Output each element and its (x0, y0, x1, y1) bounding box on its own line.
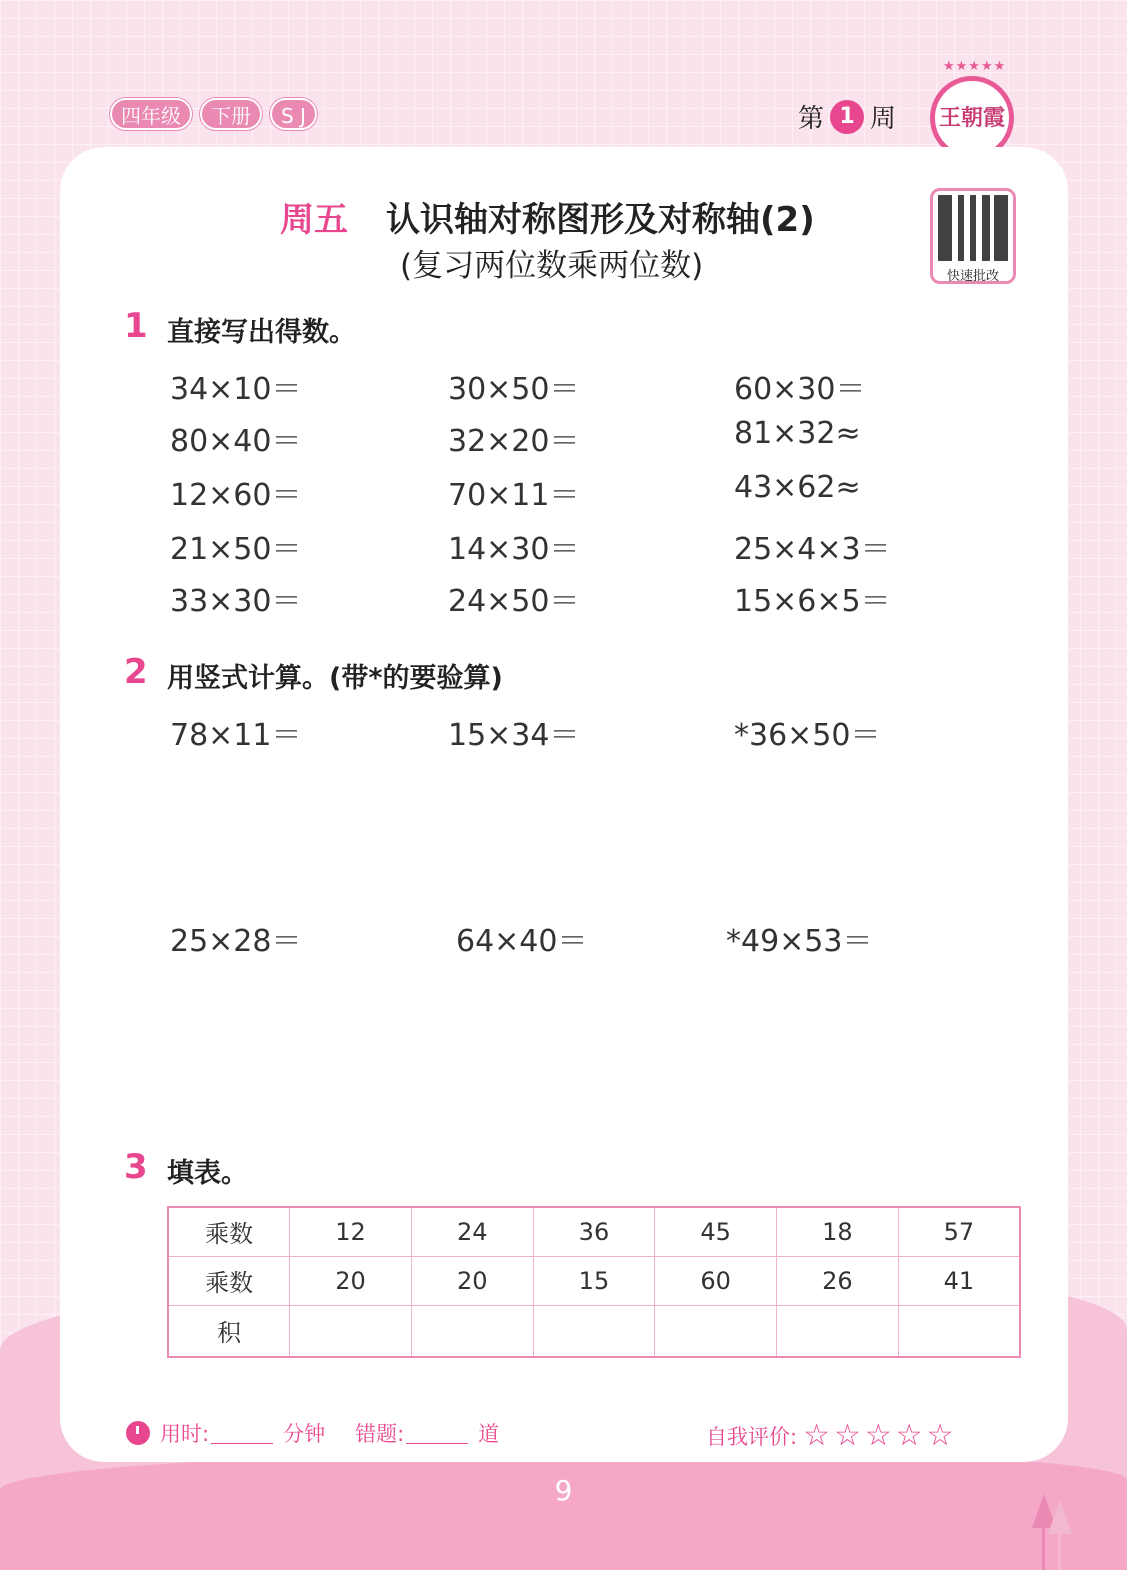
time-blank[interactable] (211, 1422, 273, 1444)
errors-unit: 道 (478, 1422, 500, 1446)
problem: 12×60＝ (170, 478, 302, 513)
grade-tags (110, 98, 317, 130)
table-cell: 57 (898, 1207, 1020, 1256)
problem: 33×30＝ (170, 584, 302, 619)
errors-label: 错题: (355, 1422, 405, 1446)
problem: 34×10＝ (170, 372, 302, 407)
table-cell: 24 (411, 1207, 533, 1256)
volume-tag: 下册 (200, 98, 262, 130)
table-cell: 26 (777, 1256, 899, 1305)
rating-stars-icon[interactable]: ☆☆☆☆☆ (803, 1418, 958, 1453)
time-unit: 分钟 (283, 1422, 326, 1446)
section-title: 用竖式计算。(带*的要验算) (167, 663, 503, 694)
table-cell: 20 (411, 1256, 533, 1305)
seal-text: 王朝霞 (938, 105, 1005, 131)
problem: *49×53＝ (726, 924, 873, 959)
problem: 60×30＝ (734, 372, 866, 407)
problem: 32×20＝ (448, 424, 580, 459)
table-row (168, 1305, 1020, 1357)
answer-cell[interactable] (411, 1305, 533, 1357)
star-icon: ★★★★★ (943, 59, 1007, 74)
problem: 14×30＝ (448, 532, 580, 567)
table-cell: 60 (655, 1256, 777, 1305)
qr-code-icon (938, 195, 1008, 261)
title-day: 周五 (280, 200, 348, 240)
answer-cell[interactable] (655, 1305, 777, 1357)
section-number: 2 (124, 652, 148, 692)
week-suffix: 周 (870, 104, 897, 134)
table-cell: 20 (290, 1256, 412, 1305)
section-number: 3 (124, 1147, 148, 1187)
problem: 78×11＝ (170, 718, 302, 753)
problem: 15×34＝ (448, 718, 580, 753)
page-number: 9 (554, 1474, 573, 1507)
table-cell: 45 (655, 1207, 777, 1256)
answer-cell[interactable] (290, 1305, 412, 1357)
section-number: 1 (124, 306, 148, 346)
problem: 64×40＝ (456, 924, 588, 959)
arrow-stem (1058, 1532, 1061, 1570)
problem: 70×11＝ (448, 478, 580, 513)
table-cell: 36 (533, 1207, 655, 1256)
problem: 30×50＝ (448, 372, 580, 407)
table-cell: 12 (290, 1207, 412, 1256)
table-cell: 积 (168, 1305, 290, 1357)
problem: *36×50＝ (734, 718, 881, 753)
page-title (280, 192, 815, 241)
background-wave-front (0, 1450, 1127, 1570)
errors-blank[interactable] (406, 1422, 468, 1444)
self-eval-label: 自我评价: (706, 1424, 798, 1449)
arrow-stem (1042, 1526, 1045, 1570)
problem: 81×32≈ (734, 416, 861, 451)
week-indicator (798, 98, 896, 135)
answer-cell[interactable] (777, 1305, 899, 1357)
table-cell: 18 (777, 1207, 899, 1256)
edition-tag: S J (270, 98, 317, 130)
section-title: 直接写出得数。 (167, 317, 356, 348)
title-main: 认识轴对称图形及对称轴(2) (386, 200, 815, 240)
week-prefix: 第 (798, 104, 825, 134)
problem: 43×62≈ (734, 470, 861, 505)
table-cell: 41 (898, 1256, 1020, 1305)
arrow-up-icon (1048, 1500, 1072, 1534)
problem: 80×40＝ (170, 424, 302, 459)
self-evaluation (706, 1418, 958, 1453)
table-row (168, 1207, 1020, 1256)
table-cell: 乘数 (168, 1256, 290, 1305)
answer-cell[interactable] (898, 1305, 1020, 1357)
problem: 15×6×5＝ (734, 584, 891, 619)
table-cell: 乘数 (168, 1207, 290, 1256)
problem: 25×4×3＝ (734, 532, 891, 567)
fill-table (167, 1206, 1021, 1358)
page-subtitle: (复习两位数乘两位数) (400, 248, 704, 284)
stopwatch-icon (126, 1421, 150, 1445)
table-row (168, 1256, 1020, 1305)
table-cell: 15 (533, 1256, 655, 1305)
problem: 24×50＝ (448, 584, 580, 619)
section-title: 填表。 (167, 1158, 248, 1189)
qr-code[interactable] (930, 188, 1016, 284)
week-number: 1 (830, 100, 864, 134)
qr-label: 快速批改 (946, 269, 999, 284)
grade-tag: 四年级 (110, 98, 192, 130)
time-record (126, 1418, 499, 1448)
problem: 25×28＝ (170, 924, 302, 959)
answer-cell[interactable] (533, 1305, 655, 1357)
time-label: 用时: (160, 1422, 210, 1446)
problem: 21×50＝ (170, 532, 302, 567)
